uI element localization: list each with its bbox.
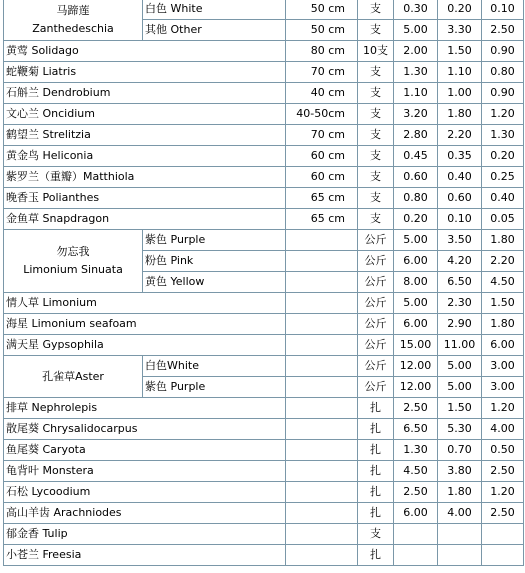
price-cell: 15.00 [394, 335, 438, 356]
table-row [4, 545, 524, 566]
price-cell: 1.50 [482, 293, 524, 314]
size-cell [286, 335, 358, 356]
size-cell: 60 cm [286, 167, 358, 188]
price-cell: 5.00 [438, 356, 482, 377]
price-cell: 0.40 [482, 188, 524, 209]
price-cell: 0.25 [482, 167, 524, 188]
unit-cell: 支 [358, 524, 394, 545]
table-row [4, 146, 524, 167]
product-name: 勿忘我 [56, 245, 90, 258]
size-cell [286, 419, 358, 440]
price-cell [482, 545, 524, 566]
price-cell: 2.80 [394, 125, 438, 146]
table-row [4, 461, 524, 482]
product-name: 马蹄莲 [56, 3, 90, 17]
table-row [4, 335, 524, 356]
variant-cell: 白色White [143, 356, 286, 377]
size-cell: 70 cm [286, 62, 358, 83]
price-cell: 0.60 [394, 167, 438, 188]
price-cell: 1.20 [482, 104, 524, 125]
size-cell [286, 461, 358, 482]
price-cell: 0.10 [482, 0, 524, 20]
size-cell [286, 482, 358, 503]
price-cell: 1.30 [482, 125, 524, 146]
table-row [4, 0, 524, 20]
table-row [4, 314, 524, 335]
price-cell: 0.10 [438, 209, 482, 230]
table-row [4, 188, 524, 209]
size-cell [286, 356, 358, 377]
price-cell: 2.50 [394, 398, 438, 419]
price-cell: 0.80 [482, 62, 524, 83]
product-latin-name: Zanthedeschia [32, 21, 114, 35]
unit-cell: 扎 [358, 398, 394, 419]
variant-cell: 其他 Other [143, 20, 286, 41]
price-cell: 4.50 [482, 272, 524, 293]
price-cell: 6.00 [394, 314, 438, 335]
unit-cell: 公斤 [358, 293, 394, 314]
unit-cell: 支 [358, 104, 394, 125]
product-name-cell: 散尾葵 Chrysalidocarpus [4, 419, 286, 440]
unit-cell: 公斤 [358, 314, 394, 335]
size-cell: 50 cm [286, 0, 358, 20]
table-row [4, 230, 524, 251]
flower-price-table [3, 0, 524, 566]
size-cell [286, 272, 358, 293]
unit-cell: 支 [358, 0, 394, 20]
price-cell: 1.50 [438, 398, 482, 419]
size-cell [286, 440, 358, 461]
product-name-cell: 海星 Limonium seafoam [4, 314, 286, 335]
price-cell: 3.00 [482, 377, 524, 398]
price-cell: 1.50 [438, 41, 482, 62]
price-cell: 6.00 [482, 335, 524, 356]
price-cell: 1.80 [482, 314, 524, 335]
price-cell: 2.20 [482, 251, 524, 272]
size-cell: 50 cm [286, 20, 358, 41]
variant-cell: 紫色 Purple [143, 377, 286, 398]
product-name-cell: 小苍兰 Freesia [4, 545, 286, 566]
table-row [4, 83, 524, 104]
size-cell: 70 cm [286, 125, 358, 146]
price-cell: 2.90 [438, 314, 482, 335]
price-cell: 0.20 [482, 146, 524, 167]
unit-cell: 扎 [358, 461, 394, 482]
price-cell: 1.80 [438, 482, 482, 503]
table-row [4, 398, 524, 419]
product-name-cell: 黄莺 Solidago [4, 41, 286, 62]
price-cell: 0.80 [394, 188, 438, 209]
unit-cell: 公斤 [358, 272, 394, 293]
product-name: 孔雀草Aster [42, 369, 104, 383]
price-cell: 0.40 [438, 167, 482, 188]
price-cell: 0.90 [482, 41, 524, 62]
table-row [4, 356, 524, 377]
product-name-cell: 文心兰 Oncidium [4, 104, 286, 125]
price-cell: 4.50 [394, 461, 438, 482]
price-cell: 3.20 [394, 104, 438, 125]
price-cell: 0.45 [394, 146, 438, 167]
price-cell: 5.00 [394, 20, 438, 41]
size-cell [286, 503, 358, 524]
price-cell: 3.30 [438, 20, 482, 41]
product-name-cell: 石斛兰 Dendrobium [4, 83, 286, 104]
product-name-cell: 高山羊齿 Arachniodes [4, 503, 286, 524]
unit-cell: 公斤 [358, 335, 394, 356]
price-cell: 8.00 [394, 272, 438, 293]
price-cell: 6.50 [394, 419, 438, 440]
price-cell [394, 545, 438, 566]
product-name-cell: 情人草 Limonium [4, 293, 286, 314]
variant-cell: 白色 White [143, 0, 286, 20]
price-cell [482, 524, 524, 545]
table-row [4, 41, 524, 62]
price-cell: 5.00 [394, 293, 438, 314]
price-cell: 1.10 [394, 83, 438, 104]
size-cell [286, 293, 358, 314]
price-cell: 0.60 [438, 188, 482, 209]
unit-cell: 支 [358, 83, 394, 104]
table-body [4, 0, 524, 566]
price-cell: 2.50 [482, 20, 524, 41]
size-cell [286, 398, 358, 419]
price-cell: 2.00 [394, 41, 438, 62]
price-cell: 2.50 [482, 461, 524, 482]
size-cell [286, 230, 358, 251]
price-cell: 0.35 [438, 146, 482, 167]
size-cell: 80 cm [286, 41, 358, 62]
product-name-cell: 鹤望兰 Strelitzia [4, 125, 286, 146]
size-cell: 40 cm [286, 83, 358, 104]
product-name-cell: 鱼尾葵 Caryota [4, 440, 286, 461]
price-cell: 1.80 [482, 230, 524, 251]
product-name-cell: 排草 Nephrolepis [4, 398, 286, 419]
price-cell: 2.30 [438, 293, 482, 314]
table-row [4, 62, 524, 83]
product-name-cell: 金鱼草 Snapdragon [4, 209, 286, 230]
product-name-cell: 紫罗兰（重瓣）Matthiola [4, 167, 286, 188]
price-cell: 3.50 [438, 230, 482, 251]
product-name-cell: 晚香玉 Polianthes [4, 188, 286, 209]
table-row [4, 419, 524, 440]
price-cell: 4.00 [438, 503, 482, 524]
price-cell: 6.50 [438, 272, 482, 293]
product-name-cell [4, 230, 143, 293]
price-cell: 12.00 [394, 356, 438, 377]
size-cell: 60 cm [286, 146, 358, 167]
price-cell: 0.20 [394, 209, 438, 230]
product-name-cell: 黄金鸟 Heliconia [4, 146, 286, 167]
unit-cell: 10支 [358, 41, 394, 62]
size-cell [286, 314, 358, 335]
unit-cell: 扎 [358, 545, 394, 566]
unit-cell: 支 [358, 146, 394, 167]
price-cell: 0.30 [394, 0, 438, 20]
price-cell: 1.20 [482, 398, 524, 419]
price-cell: 1.30 [394, 440, 438, 461]
size-cell [286, 545, 358, 566]
variant-cell: 紫色 Purple [143, 230, 286, 251]
price-cell: 3.00 [482, 356, 524, 377]
product-name-cell [4, 356, 143, 398]
unit-cell: 扎 [358, 482, 394, 503]
unit-cell: 扎 [358, 503, 394, 524]
price-cell: 12.00 [394, 377, 438, 398]
price-cell: 4.00 [482, 419, 524, 440]
product-name-cell [4, 0, 143, 41]
variant-cell: 粉色 Pink [143, 251, 286, 272]
table-row [4, 209, 524, 230]
product-name-cell: 石松 Lycoodium [4, 482, 286, 503]
price-cell: 5.30 [438, 419, 482, 440]
price-cell: 0.90 [482, 83, 524, 104]
size-cell [286, 251, 358, 272]
table-row [4, 482, 524, 503]
unit-cell: 支 [358, 125, 394, 146]
price-cell: 11.00 [438, 335, 482, 356]
price-cell [438, 545, 482, 566]
unit-cell: 公斤 [358, 251, 394, 272]
unit-cell: 支 [358, 167, 394, 188]
product-name-cell: 蛇鞭菊 Liatris [4, 62, 286, 83]
unit-cell: 支 [358, 20, 394, 41]
product-name-cell: 龟背叶 Monstera [4, 461, 286, 482]
table-row [4, 440, 524, 461]
price-cell: 0.20 [438, 0, 482, 20]
product-name-cell: 满天星 Gypsophila [4, 335, 286, 356]
unit-cell: 支 [358, 209, 394, 230]
price-cell: 1.10 [438, 62, 482, 83]
price-cell: 0.50 [482, 440, 524, 461]
price-cell: 2.50 [394, 482, 438, 503]
price-cell: 2.50 [482, 503, 524, 524]
table-row [4, 125, 524, 146]
unit-cell: 支 [358, 62, 394, 83]
price-cell: 3.80 [438, 461, 482, 482]
size-cell: 65 cm [286, 209, 358, 230]
table-row [4, 167, 524, 188]
size-cell [286, 377, 358, 398]
size-cell: 65 cm [286, 188, 358, 209]
table-row [4, 293, 524, 314]
price-cell [438, 524, 482, 545]
price-cell: 4.20 [438, 251, 482, 272]
product-name-cell: 郁金香 Tulip [4, 524, 286, 545]
variant-cell: 黄色 Yellow [143, 272, 286, 293]
price-cell: 6.00 [394, 503, 438, 524]
table-row [4, 503, 524, 524]
price-cell: 1.30 [394, 62, 438, 83]
price-cell: 2.20 [438, 125, 482, 146]
unit-cell: 扎 [358, 440, 394, 461]
price-cell: 6.00 [394, 251, 438, 272]
price-cell: 0.70 [438, 440, 482, 461]
unit-cell: 公斤 [358, 230, 394, 251]
unit-cell: 扎 [358, 419, 394, 440]
price-cell: 5.00 [394, 230, 438, 251]
price-cell: 1.00 [438, 83, 482, 104]
table-row [4, 104, 524, 125]
unit-cell: 公斤 [358, 377, 394, 398]
price-cell: 1.80 [438, 104, 482, 125]
unit-cell: 公斤 [358, 356, 394, 377]
table-row [4, 524, 524, 545]
price-cell: 0.05 [482, 209, 524, 230]
size-cell [286, 524, 358, 545]
product-latin-name: Limonium Sinuata [23, 263, 123, 276]
size-cell: 40-50cm [286, 104, 358, 125]
price-cell: 1.20 [482, 482, 524, 503]
unit-cell: 支 [358, 188, 394, 209]
price-cell: 5.00 [438, 377, 482, 398]
price-cell [394, 524, 438, 545]
